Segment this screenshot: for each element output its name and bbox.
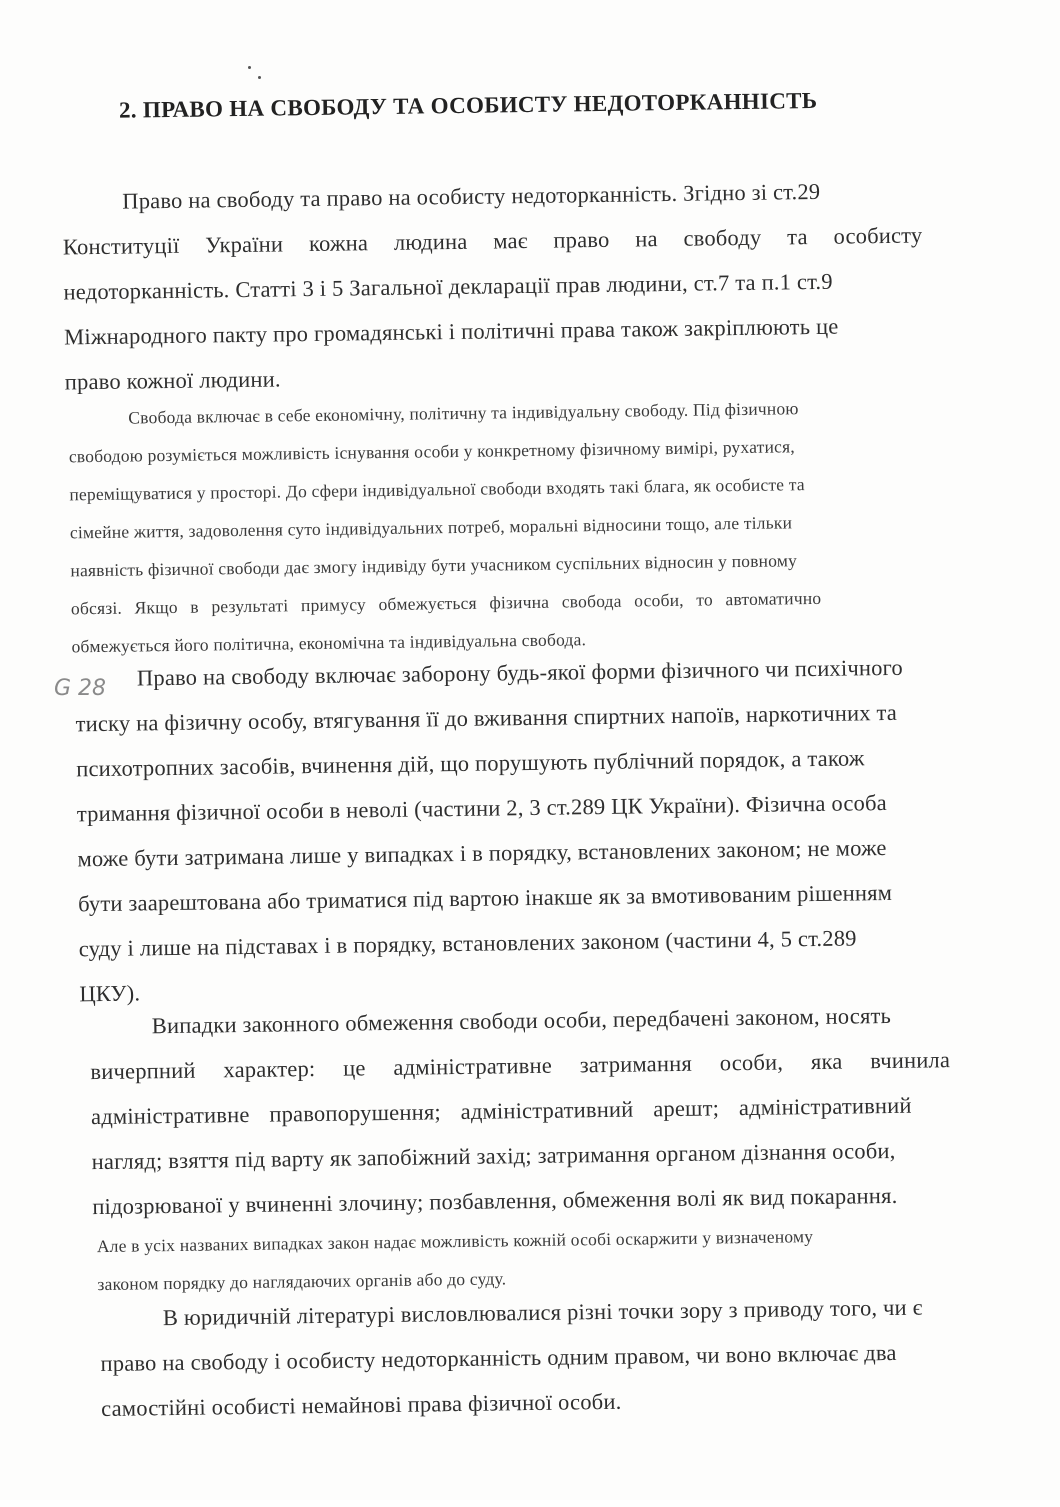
- section-heading: 2. ПРАВО НА СВОБОДУ ТА ОСОБИСТУ НЕДОТОРКАННІСТЬ: [118, 87, 818, 123]
- paragraph-2-line: Свобода включає в себе економічну, політичну та індивідуальну свободу. Під фізичною: [128, 398, 799, 428]
- paragraph-1-line: Міжнародного пакту про громадянські і політичні права також закріплюють це: [64, 313, 839, 350]
- paragraph-2-line: свободою розуміється можливість існування особи у конкретному фізичному вимірі, рухатися,: [68, 436, 796, 467]
- paragraph-4-line: вичерпний характер: це адміністративне затримання особи, яка вчинила: [90, 1047, 951, 1085]
- paragraph-1-line: Право на свободу та право на особисту недоторканність. Згідно зі ст.29: [122, 178, 821, 214]
- paragraph-5-line: законом порядку до наглядаючих органів або до суду.: [97, 1268, 507, 1295]
- paragraph-4-line: адміністративне правопорушення; адміністративний арешт; адміністративний: [90, 1092, 912, 1130]
- handwritten-margin-note: G 28: [54, 676, 107, 701]
- paragraph-3-line: ЦКУ).: [79, 980, 141, 1007]
- paragraph-4-line: Випадки законного обмеження свободи особи, передбачені законом, носять: [151, 1002, 892, 1039]
- paragraph-6-line: самостійні особисті немайнові права фізичної особи.: [100, 1388, 622, 1422]
- paragraph-3-line: Право на свободу включає заборону будь-якої форми фізичного чи психічного: [136, 654, 904, 691]
- paragraph-1-line: право кожної людини.: [64, 366, 281, 395]
- paragraph-2-line: сімейне життя, задоволення суто індивідуальних потреб, моральні відносини тощо, але тільки: [69, 512, 793, 543]
- paragraph-3-line: тримання фізичної особи в неволі (частини 2, 3 ст.289 ЦК України). Фізична особа: [76, 790, 888, 827]
- paragraph-3-line: бути заарештована або триматися під вартою інакше як за вмотивованим рішенням: [77, 879, 893, 917]
- paragraph-2-line: наявність фізичної свободи дає змогу індивіду бути учасником суспільних відносин у повному: [70, 550, 798, 581]
- paragraph-3-line: психотропних засобів, вчинення дій, що порушують публічний порядок, а також: [76, 745, 865, 782]
- paragraph-3-line: може бути затримана лише у випадках і в порядку, встановлених законом; не може: [77, 835, 887, 872]
- paragraph-4-line: підозрюваної у вчиненні злочину; позбавлення, обмеження волі як вид покарання.: [92, 1182, 898, 1220]
- paragraph-3-line: суду і лише на підставах і в порядку, встановлених законом (частини 4, 5 ст.289: [78, 925, 857, 962]
- paragraph-1-line: недоторканність. Статті 3 і 5 Загальної декларації прав людини, ст.7 та п.1 ст.9: [63, 268, 833, 305]
- paragraph-4-line: нагляд; взяття під варту як запобіжний захід; затримання органом дізнання особи,: [91, 1137, 896, 1175]
- paragraph-3-line: тиску на фізичну особу, втягування її до вживання спиртних напоїв, наркотичних та: [75, 699, 898, 737]
- paragraph-1-line: Конституції України кожна людина має право на свободу та особисту: [62, 222, 923, 260]
- paragraph-2-line: обмежується його політична, економічна та індивідуальна свобода.: [71, 629, 587, 657]
- paragraph-5-line: Але в усіх названих випадках закон надає можливість кожній особі оскаржити у визначеному: [96, 1226, 814, 1257]
- paragraph-6-line: В юридичній літературі висловлювалися різні точки зору з приводу того, чи є: [162, 1294, 923, 1331]
- paragraph-6-line: право на свободу і особисту недоторканність одним правом, чи воно включає два: [100, 1339, 897, 1377]
- paragraph-2-line: обсязі. Якщо в результаті примусу обмежується фізична свобода особи, то автоматично: [70, 587, 822, 619]
- paragraph-2-line: переміщуватися у просторі. До сфери індивідуальної свободи входять такі блага, як особисте та: [69, 474, 805, 505]
